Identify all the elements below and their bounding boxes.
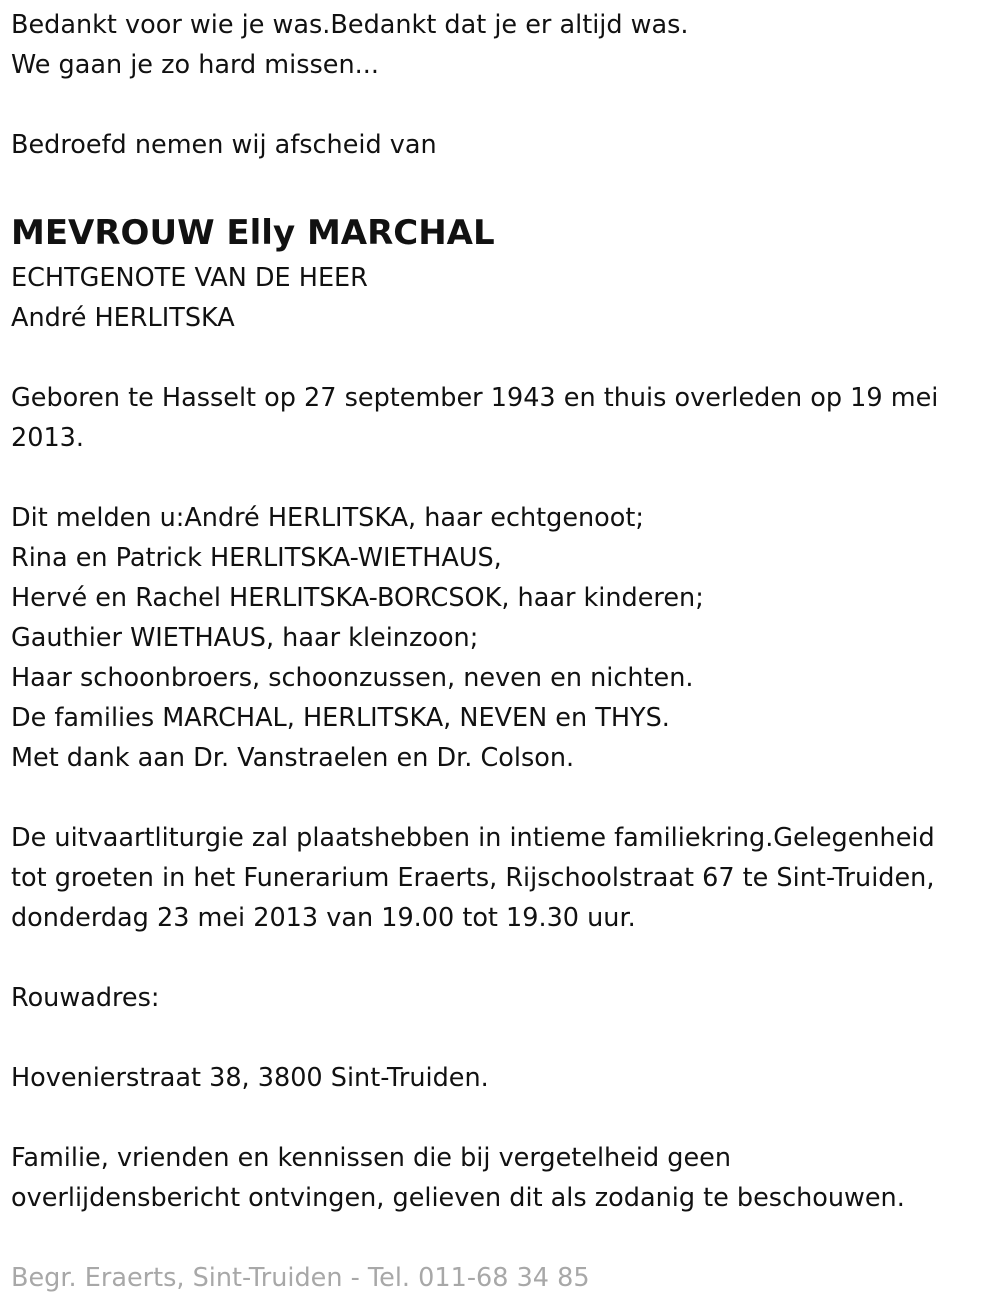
deceased-spouse: André HERLITSKA bbox=[11, 303, 235, 333]
spacer bbox=[11, 1098, 996, 1138]
announcement: Bedroefd nemen wij afscheid van bbox=[11, 130, 437, 160]
undertaker-footer: Begr. Eraerts, Sint-Truiden - Tel. 011-68 34 85 bbox=[11, 1263, 590, 1293]
birth-death-line-1: Geboren te Hasselt op 27 september 1943 en thuis overleden op 19 mei bbox=[11, 383, 939, 413]
ceremony-line: donderdag 23 mei 2013 van 19.00 tot 19.30 uur. bbox=[11, 903, 636, 933]
family-line: Hervé en Rachel HERLITSKA-BORCSOK, haar kinderen; bbox=[11, 583, 704, 613]
spacer bbox=[11, 1218, 996, 1258]
intro-line-1: Bedankt voor wie je was.Bedankt dat je er altijd was. bbox=[11, 10, 689, 40]
family-line: De families MARCHAL, HERLITSKA, NEVEN en THYS. bbox=[11, 703, 670, 733]
notice-line: overlijdensbericht ontvingen, gelieven dit als zodanig te beschouwen. bbox=[11, 1183, 905, 1213]
notice-line: Familie, vrienden en kennissen die bij vergetelheid geen bbox=[11, 1143, 731, 1173]
address-label: Rouwadres: bbox=[11, 983, 160, 1013]
ceremony-line: De uitvaartliturgie zal plaatshebben in intieme familiekring.Gelegenheid bbox=[11, 823, 935, 853]
spacer bbox=[11, 778, 996, 818]
family-line: Dit melden u:André HERLITSKA, haar echtgenoot; bbox=[11, 503, 644, 533]
intro-line-2: We gaan je zo hard missen... bbox=[11, 50, 379, 80]
spacer bbox=[11, 458, 996, 498]
family-line: Rina en Patrick HERLITSKA-WIETHAUS, bbox=[11, 543, 502, 573]
family-line: Met dank aan Dr. Vanstraelen en Dr. Colson. bbox=[11, 743, 575, 773]
spacer bbox=[11, 165, 996, 205]
spacer bbox=[11, 938, 996, 978]
family-line: Gauthier WIETHAUS, haar kleinzoon; bbox=[11, 623, 479, 653]
deceased-name: MEVROUW Elly MARCHAL bbox=[11, 213, 495, 253]
obituary-document bbox=[11, 5, 996, 1298]
spacer bbox=[11, 85, 996, 125]
birth-death-line-2: 2013. bbox=[11, 423, 85, 453]
address-value: Hovenierstraat 38, 3800 Sint-Truiden. bbox=[11, 1063, 489, 1093]
spacer bbox=[11, 338, 996, 378]
ceremony-line: tot groeten in het Funerarium Eraerts, Rijschoolstraat 67 te Sint-Truiden, bbox=[11, 863, 935, 893]
family-line: Haar schoonbroers, schoonzussen, neven en nichten. bbox=[11, 663, 694, 693]
spacer bbox=[11, 1018, 996, 1058]
deceased-relation: ECHTGENOTE VAN DE HEER bbox=[11, 263, 368, 293]
